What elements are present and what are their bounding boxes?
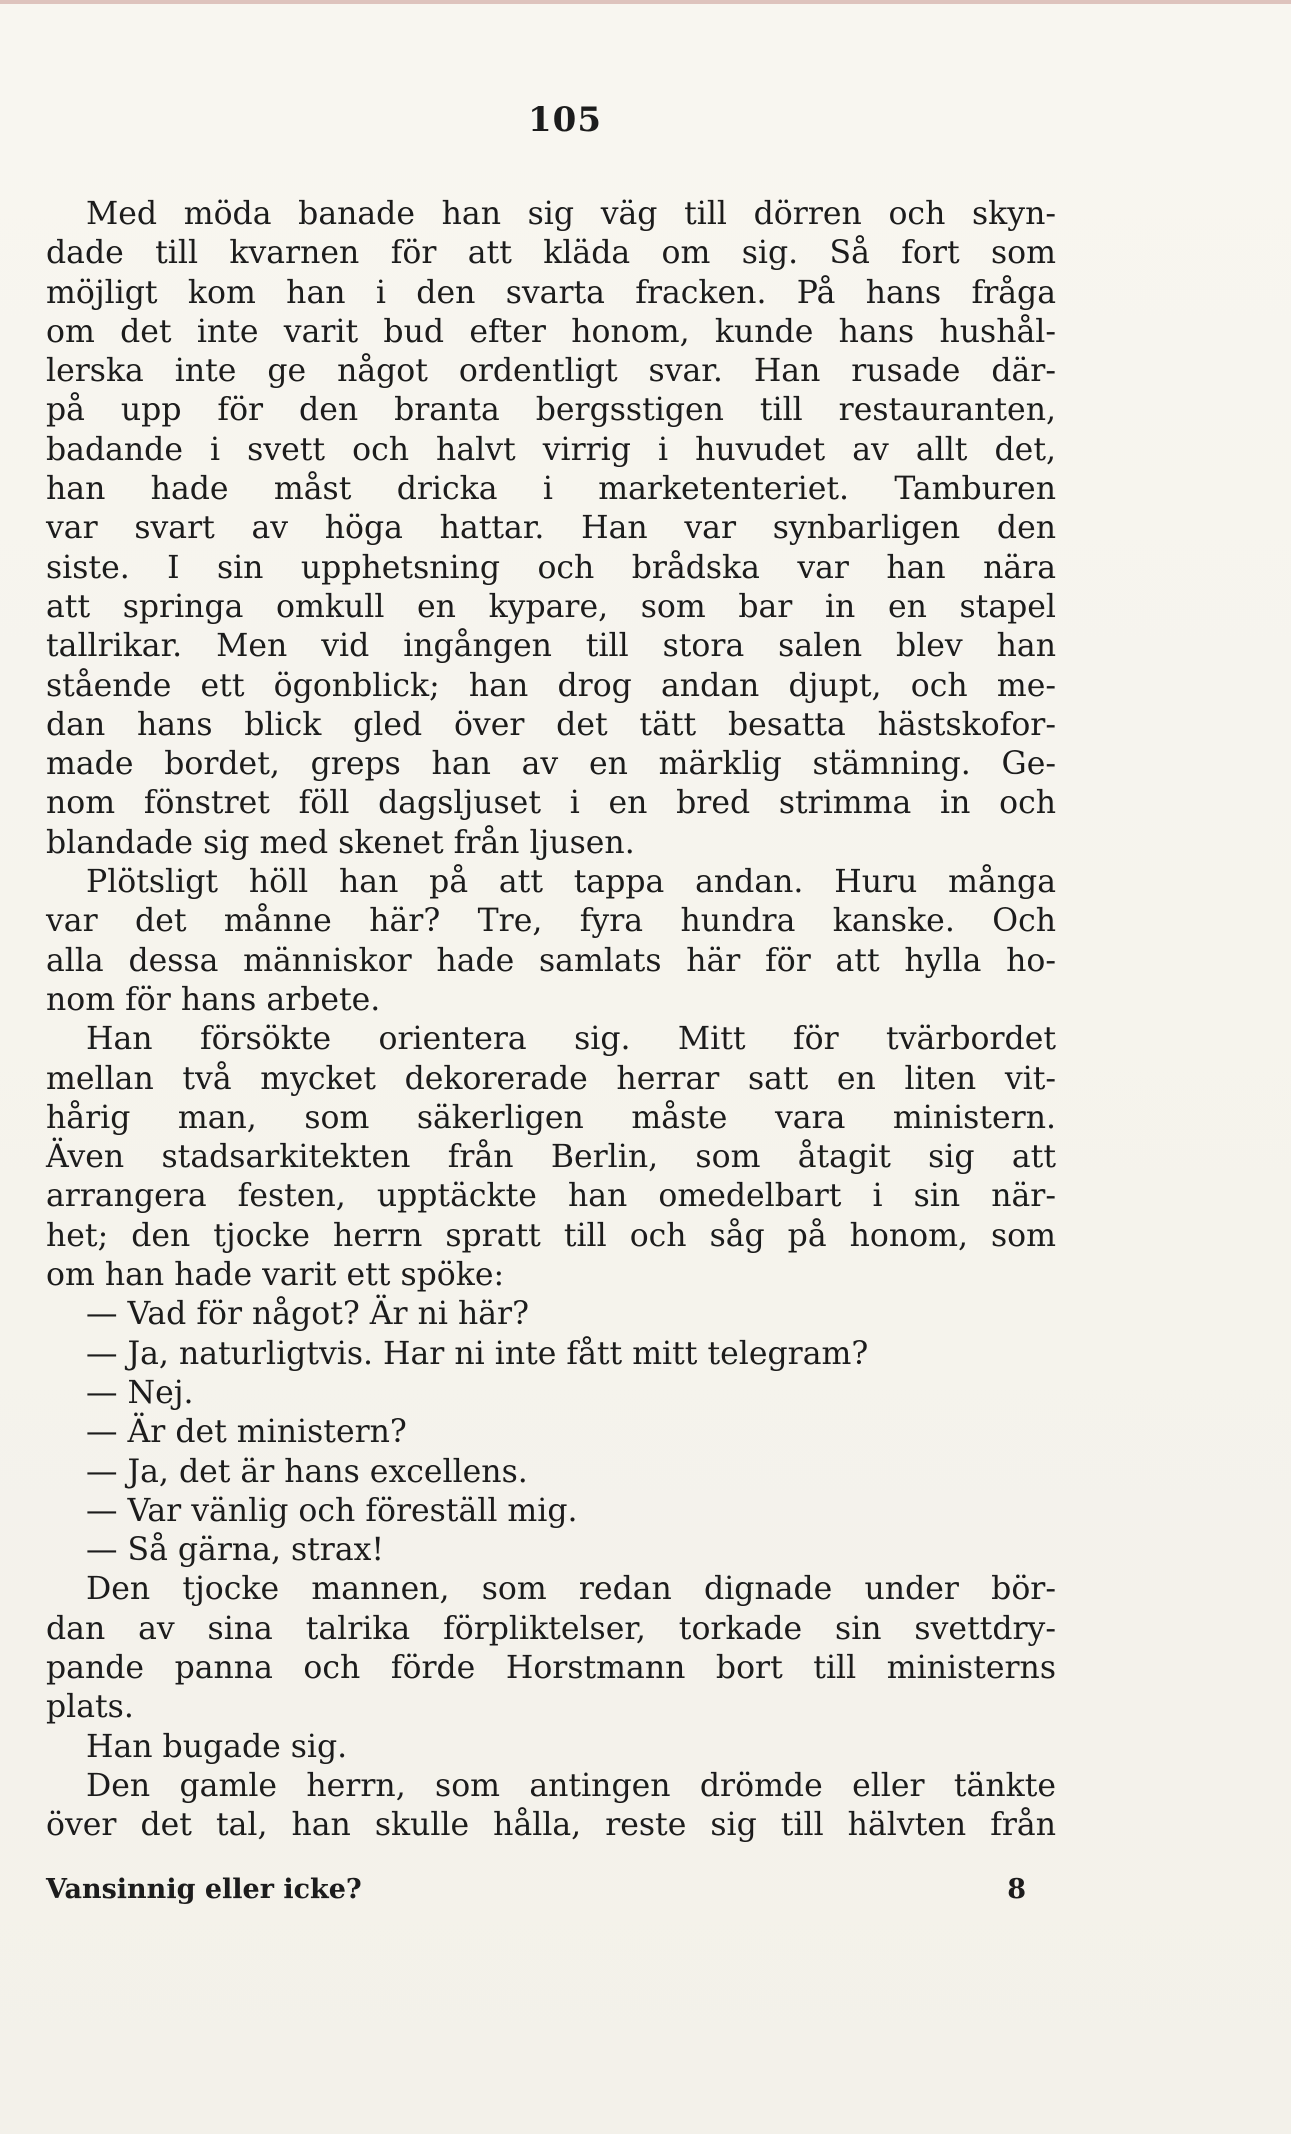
footer-signature-mark: 8 (1007, 1874, 1026, 1905)
text-line: — Vad för något? Är ni här? (86, 1296, 529, 1333)
text-line: Den tjocke mannen, som redan dignade under bör- (86, 1571, 1056, 1608)
text-line: — Ja, naturligtvis. Har ni inte fått mitt telegram? (86, 1335, 869, 1372)
text-line: dan av sina talrika förpliktelser, torkade sin svettdry- (46, 1610, 1056, 1647)
text-line: han hade måst dricka i marketenteriet. Tamburen (46, 471, 1056, 508)
text-line: — Är det ministern? (86, 1414, 407, 1451)
text-line: stående ett ögonblick; han drog andan djupt, och me- (46, 667, 1056, 704)
text-line: Även stadsarkitekten från Berlin, som åtagit sig att (46, 1139, 1056, 1176)
text-line: möjligt kom han i den svarta fracken. På hans fråga (46, 274, 1056, 311)
text-line: om det inte varit bud efter honom, kunde hans hushål- (46, 313, 1056, 350)
text-line: badande i svett och halvt virrig i huvudet av allt det, (46, 431, 1056, 468)
page-top-edge (0, 0, 1291, 4)
text-line: made bordet, greps han av en märklig stämning. Ge- (46, 746, 1056, 783)
text-line: — Så gärna, strax! (86, 1532, 385, 1569)
text-line: — Nej. (86, 1374, 194, 1411)
text-line: Med möda banade han sig väg till dörren och skyn- (86, 196, 1056, 232)
text-line: hårig man, som säkerligen måste vara ministern. (46, 1099, 1056, 1136)
text-line: nom fönstret föll dagsljuset i en bred strimma in och (46, 785, 1056, 822)
text-line: lerska inte ge något ordentligt svar. Han rusade där- (46, 353, 1056, 390)
text-line: blandade sig med skenet från ljusen. (46, 824, 635, 861)
text-line: — Ja, det är hans excellens. (86, 1453, 528, 1490)
text-line: pande panna och förde Horstmann bort till ministerns (46, 1649, 1056, 1686)
text-line: — Var vänlig och föreställ mig. (86, 1492, 578, 1529)
page-footer (46, 1874, 1026, 1914)
text-line: Han bugade sig. (86, 1728, 348, 1765)
text-line: över det tal, han skulle hålla, reste sig till hälvten från (46, 1807, 1056, 1844)
text-line: att springa omkull en kypare, som bar in en stapel (46, 588, 1056, 625)
body-text (46, 195, 1056, 1845)
text-line: Plötsligt höll han på att tappa andan. Huru många (86, 864, 1056, 901)
text-line: dan hans blick gled över det tätt besatta hästskofor- (46, 706, 1056, 743)
text-line: alla dessa människor hade samlats här för att hylla ho- (46, 942, 1056, 979)
page-number: 105 (528, 100, 602, 140)
text-line: mellan två mycket dekorerade herrar satt en liten vit- (46, 1060, 1056, 1097)
text-line: om han hade varit ett spöke: (46, 1257, 505, 1294)
text-line: plats. (46, 1689, 134, 1726)
text-line: het; den tjocke herrn spratt till och såg på honom, som (46, 1217, 1056, 1254)
text-line: tallrikar. Men vid ingången till stora salen blev han (46, 628, 1056, 665)
text-line: arrangera festen, upptäckte han omedelbart i sin när- (46, 1178, 1056, 1215)
text-line: siste. I sin upphetsning och brådska var han nära (46, 549, 1056, 586)
text-line: dade till kvarnen för att kläda om sig. Så fort som (46, 235, 1056, 272)
text-line: Den gamle herrn, som antingen drömde eller tänkte (86, 1767, 1056, 1804)
text-line: på upp för den branta bergsstigen till restauranten, (46, 392, 1056, 429)
text-line: Han försökte orientera sig. Mitt för tvärbordet (86, 1021, 1056, 1058)
text-line: nom för hans arbete. (46, 981, 381, 1018)
footer-book-title: Vansinnig eller icke? (46, 1874, 362, 1905)
text-line: var svart av höga hattar. Han var synbarligen den (46, 510, 1056, 547)
text-line: var det månne här? Tre, fyra hundra kanske. Och (46, 903, 1056, 940)
